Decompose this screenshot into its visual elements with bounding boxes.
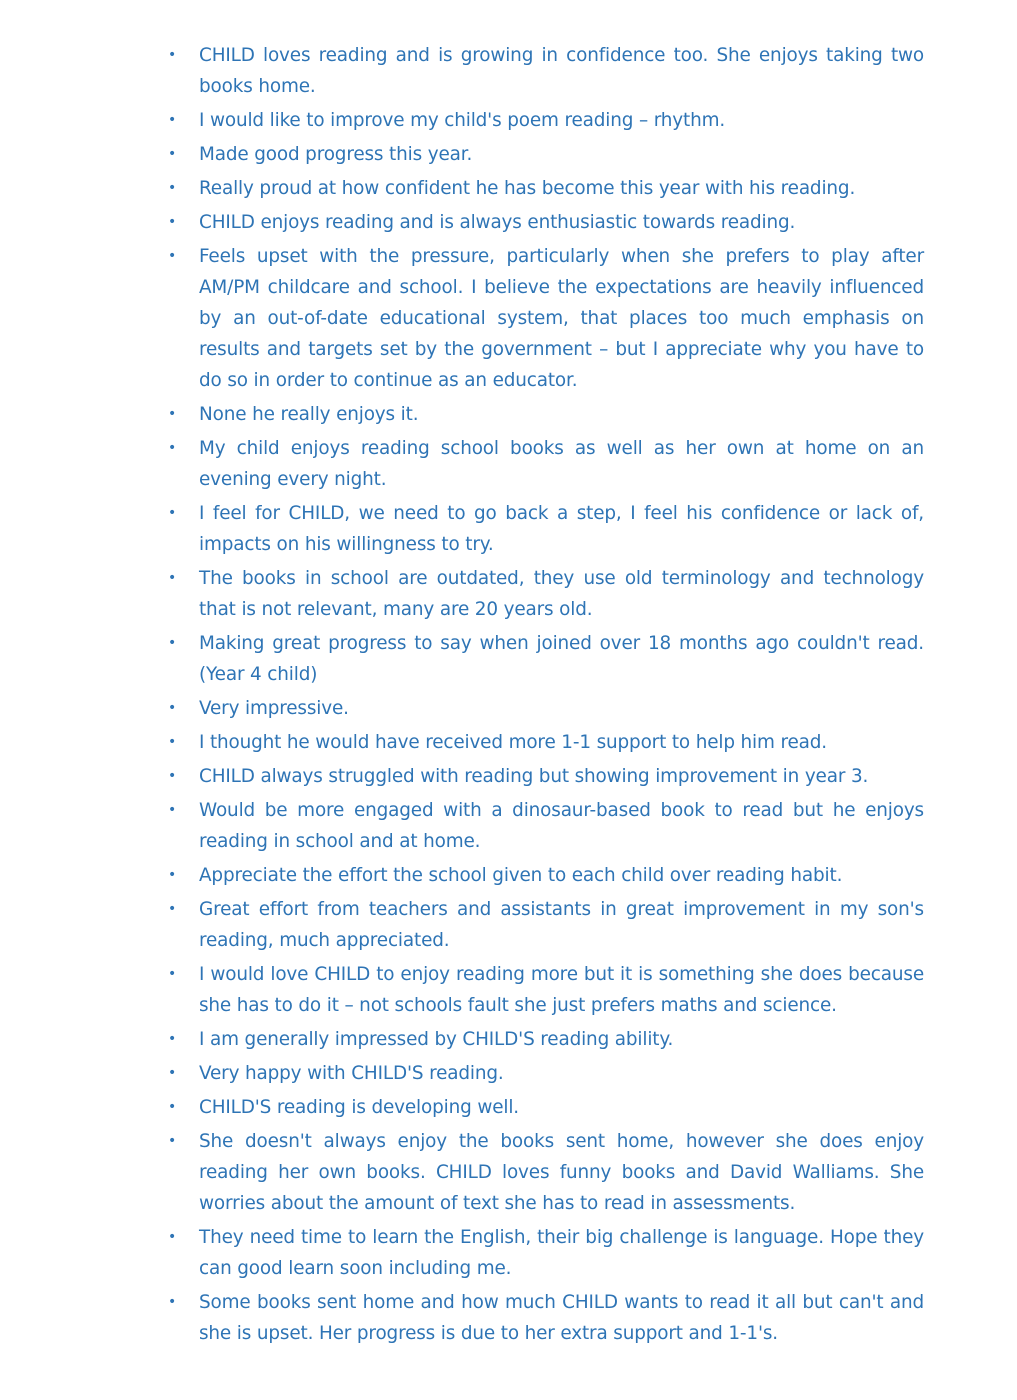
- list-item-text: Made good progress this year.: [199, 144, 473, 165]
- list-item: [164, 563, 924, 625]
- list-item-text: They need time to learn the English, their big challenge is language. Hope they can good learn soon including me.: [199, 1227, 924, 1279]
- list-item-text: Very happy with CHILD'S reading.: [199, 1063, 504, 1084]
- list-item: [164, 1222, 924, 1284]
- bullet: •: [168, 867, 177, 883]
- list-item: [164, 40, 924, 102]
- list-item-text: Really proud at how confident he has become this year with his reading.: [199, 178, 856, 199]
- bullet: •: [168, 570, 177, 586]
- bullet: •: [168, 1133, 177, 1149]
- list-item: [164, 241, 924, 396]
- list-item: [164, 860, 924, 891]
- list-item-text: The books in school are outdated, they use old terminology and technology that is not relevant, many are 20 years old.: [199, 568, 924, 620]
- list-item-text: Making great progress to say when joined over 18 months ago couldn't read. (Year 4 child): [199, 633, 924, 685]
- list-item: [164, 761, 924, 792]
- list-item: [164, 173, 924, 204]
- bullet: •: [168, 768, 177, 784]
- list-item-text: CHILD loves reading and is growing in confidence too. She enjoys taking two books home.: [199, 45, 924, 97]
- list-item: [164, 1126, 924, 1219]
- list-item: [164, 498, 924, 560]
- bullet: •: [168, 214, 177, 230]
- list-item: [164, 1058, 924, 1089]
- list-item: [164, 105, 924, 136]
- list-item-text: She doesn't always enjoy the books sent home, however she does enjoy reading her own books. CHILD loves funny books and David Walliams. She worries about the amount of text she has to read in assessments.: [199, 1131, 924, 1214]
- list-item-text: I would love CHILD to enjoy reading more but it is something she does because she has to do it – not schools fault she just prefers maths and science.: [199, 964, 924, 1016]
- bullet: •: [168, 1065, 177, 1081]
- bullet: •: [168, 966, 177, 982]
- list-item: [164, 727, 924, 758]
- bullet: •: [168, 734, 177, 750]
- list-item-text: Great effort from teachers and assistants in great improvement in my son's reading, much appreciated.: [199, 899, 924, 951]
- list-item-text: Some books sent home and how much CHILD wants to read it all but can't and she is upset. Her progress is due to her extra support and 1-1's.: [199, 1292, 924, 1344]
- list-item-text: CHILD enjoys reading and is always enthusiastic towards reading.: [199, 212, 796, 233]
- list-item: [164, 399, 924, 430]
- list-item-text: CHILD'S reading is developing well.: [199, 1097, 519, 1118]
- list-item: [164, 1024, 924, 1055]
- list-item-text: CHILD always struggled with reading but showing improvement in year 3.: [199, 766, 869, 787]
- comments-list: [164, 40, 924, 1352]
- list-item: [164, 1287, 924, 1349]
- list-item-text: I am generally impressed by CHILD'S reading ability.: [199, 1029, 674, 1050]
- bullet: •: [168, 180, 177, 196]
- list-item: [164, 795, 924, 857]
- bullet: •: [168, 1031, 177, 1047]
- bullet: •: [168, 47, 177, 63]
- list-item: [164, 1092, 924, 1123]
- list-item: [164, 628, 924, 690]
- bullet: •: [168, 146, 177, 162]
- list-item: [164, 139, 924, 170]
- list-item-text: My child enjoys reading school books as well as her own at home on an evening every night.: [199, 438, 924, 490]
- bullet: •: [168, 1294, 177, 1310]
- bullet: •: [168, 635, 177, 651]
- bullet: •: [168, 1229, 177, 1245]
- bullet: •: [168, 1099, 177, 1115]
- list-item: [164, 693, 924, 724]
- bullet: •: [168, 248, 177, 264]
- list-item-text: I feel for CHILD, we need to go back a step, I feel his confidence or lack of, impacts on his willingness to try.: [199, 503, 924, 555]
- bullet: •: [168, 901, 177, 917]
- list-item-text: Very impressive.: [199, 698, 349, 719]
- list-item: [164, 433, 924, 495]
- list-item: [164, 207, 924, 238]
- list-item-text: Feels upset with the pressure, particularly when she prefers to play after AM/PM childcare and school. I believe the expectations are heavily influenced by an out-of-date educational system, that places too much emphasis on results and targets set by the government – but I appreciate why you have to do so in order to continue as an educator.: [199, 246, 924, 391]
- list-item-text: Would be more engaged with a dinosaur-based book to read but he enjoys reading in school and at home.: [199, 800, 924, 852]
- list-item: [164, 959, 924, 1021]
- list-item-text: None he really enjoys it.: [199, 404, 419, 425]
- list-item-text: I would like to improve my child's poem reading – rhythm.: [199, 110, 726, 131]
- bullet: •: [168, 406, 177, 422]
- bullet: •: [168, 700, 177, 716]
- bullet: •: [168, 440, 177, 456]
- bullet: •: [168, 802, 177, 818]
- list-item-text: I thought he would have received more 1-1 support to help him read.: [199, 732, 827, 753]
- bullet: •: [168, 112, 177, 128]
- bullet: •: [168, 505, 177, 521]
- list-item: [164, 894, 924, 956]
- list-item-text: Appreciate the effort the school given to each child over reading habit.: [199, 865, 843, 886]
